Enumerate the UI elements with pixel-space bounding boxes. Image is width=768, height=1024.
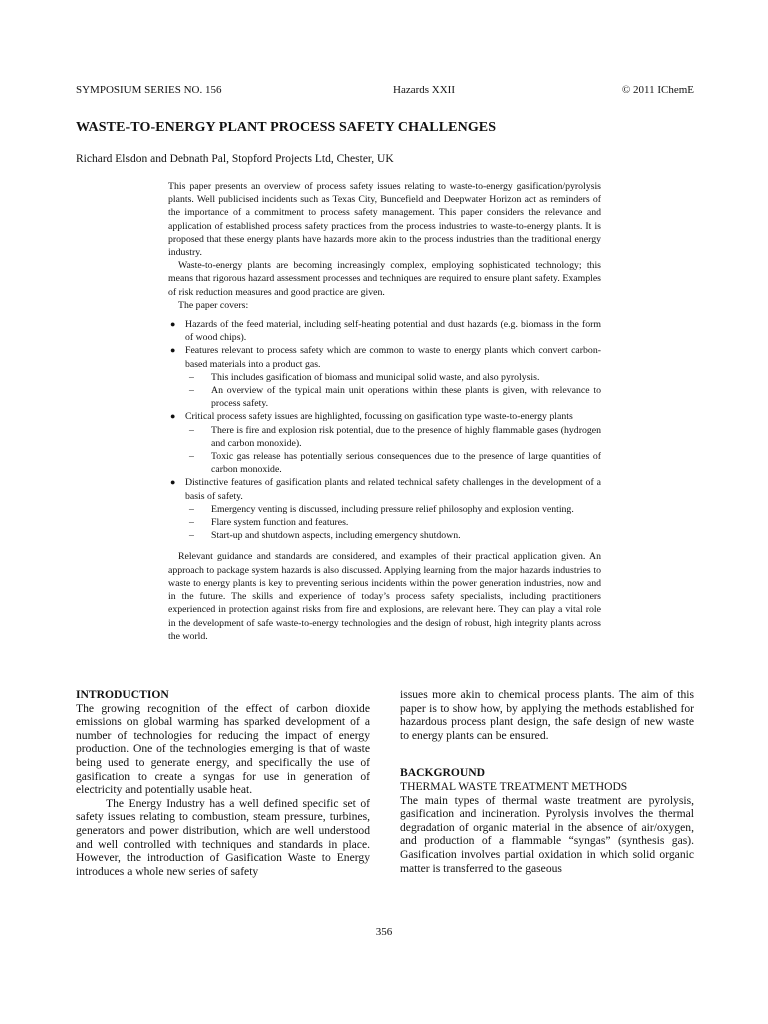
body-column-right (400, 688, 694, 875)
dash-icon: – (189, 451, 194, 463)
body-paragraph: The growing recognition of the effect of carbon dioxide emissions on global warming has sparked development of a number of technologies for reducing the impact of energy production. One of the technologies emerging is that of waste being used to generate energy, and specifically the use of gasification to create a syngas for use in generation of electricity and potentially usable heat. (76, 701, 370, 797)
sub-list-item-text: Start-up and shutdown aspects, including emergency shutdown. (211, 530, 461, 542)
section-heading-background: BACKGROUND (400, 766, 486, 780)
abstract-closing-paragraph: Relevant guidance and standards are considered, and examples of their practical application given. An approach to package system hazards is also discussed. Applying learning from the major hazards industries to waste to energy plants is key to preventing serious incidents within the power generation industries, now and in the future. The skills and experience of today’s process safety specialists, including practitioners experienced in protection against risks from fire and explosions, are relevant here. They can play a vital role in the development of safe waste-to-energy technologies and the design of robust, high integrity plants across the world. (168, 551, 601, 642)
sub-list-item-text: This includes gasification of biomass and municipal solid waste, and also pyrolysis. (211, 371, 540, 383)
section-heading-introduction: INTRODUCTION (76, 688, 169, 701)
sub-list-item-text: An overview of the typical main unit operations within these plants is given, with relevance to process safety. (211, 385, 601, 410)
list-item (168, 318, 601, 344)
list-item-text: Hazards of the feed material, including self-heating potential and dust hazards (e.g. biomass in the form of wood chips). (185, 319, 601, 344)
dash-icon: – (189, 385, 194, 397)
dash-icon: – (189, 530, 194, 542)
sub-list-item-text: Flare system function and features. (211, 517, 349, 529)
abstract-paragraph: Waste-to-energy plants are becoming increasingly complex, employing sophisticated technology; this means that rigorous hazard assessment processes and techniques are required to ensure plant safety. Examples of risk reduction measures and good practice are given. (168, 260, 601, 298)
list-item (168, 476, 601, 542)
sub-list-item-text: Toxic gas release has potentially serious consequences due to the presence of large quantities of carbon monoxide. (211, 451, 601, 476)
sub-list-item (185, 503, 601, 516)
paper-title: WASTE-TO-ENERGY PLANT PROCESS SAFETY CHALLENGES (76, 120, 497, 135)
series-label: SYMPOSIUM SERIES NO. 156 (76, 84, 222, 96)
sub-list-item (185, 529, 601, 542)
dash-icon: – (189, 424, 194, 436)
sub-list-item (185, 450, 601, 476)
bullet-icon: ● (170, 345, 176, 356)
running-header (76, 84, 694, 98)
bullet-icon: ● (170, 319, 176, 330)
body-paragraph: issues more akin to chemical process plants. The aim of this paper is to show how, by applying the methods established for hazardous process plant design, the safe design of new waste to energy plants can be ensured. (400, 688, 694, 742)
sub-list (185, 371, 601, 411)
bullet-icon: ● (170, 477, 176, 488)
dash-icon: – (189, 503, 194, 515)
subsection-heading: THERMAL WASTE TREATMENT METHODS (400, 779, 628, 793)
body-column-left (76, 688, 370, 878)
body-paragraph: The main types of thermal waste treatment are pyrolysis, gasification and incineration. Pyrolysis involves the thermal degradation of organic material in the absence of air/oxygen, and production of a flammable “syngas” (synthesis gas). Gasification involves partial oxidation in which solid organic matter is transferred to the gaseous (400, 793, 694, 875)
sub-list-item-text: Emergency venting is discussed, including pressure relief philosophy and explosion venting. (211, 503, 574, 515)
list-item-text: Features relevant to process safety which are common to waste to energy plants which convert carbon-based materials into a product gas. (185, 345, 601, 370)
sub-list-item (185, 424, 601, 450)
sub-list-item-text: There is fire and explosion risk potential, due to the presence of highly flammable gases (hydrogen and carbon monoxide). (211, 424, 601, 449)
sub-list-item (185, 384, 601, 410)
abstract-paragraph: This paper presents an overview of process safety issues relating to waste-to-energy gasification/pyrolysis plants. Well publicised incidents such as Texas City, Buncefield and Deepwater Horizon act as reminders of the importance of a commitment to process safety management. This paper considers the relevance and application of established process safety practices from the process industries to waste-to-energy plants. It is proposed that these energy plants have hazards more akin to the process industries than the traditional energy industry. (168, 181, 601, 259)
dash-icon: – (189, 371, 194, 383)
sub-list-item (185, 516, 601, 529)
abstract-paragraph: The paper covers: (178, 299, 249, 311)
sub-list (185, 503, 601, 543)
abstract (168, 180, 601, 643)
list-item (168, 344, 601, 410)
list-item-text: Distinctive features of gasification plants and related technical safety challenges in the development of a basis of safety. (185, 477, 601, 502)
symposium-name: Hazards XXII (393, 84, 455, 96)
sub-list (185, 424, 601, 477)
list-item (168, 410, 601, 476)
dash-icon: – (189, 517, 194, 529)
authors: Richard Elsdon and Debnath Pal, Stopford Projects Ltd, Chester, UK (76, 153, 394, 165)
list-item-text: Critical process safety issues are highlighted, focussing on gasification type waste-to-energy plants (185, 411, 573, 423)
page-number: 356 (375, 926, 393, 938)
copyright: © 2011 IChemE (621, 84, 694, 96)
bullet-icon: ● (170, 411, 176, 422)
body-paragraph: The Energy Industry has a well defined specific set of safety issues relating to combustion, steam pressure, turbines, generators and power distribution, which are well understood and well controlled with techniques and standards in place. However, the introduction of Gasification Waste to Energy introduces a whole new series of safety (76, 796, 370, 878)
coverage-list (168, 318, 601, 542)
sub-list-item (185, 371, 601, 384)
